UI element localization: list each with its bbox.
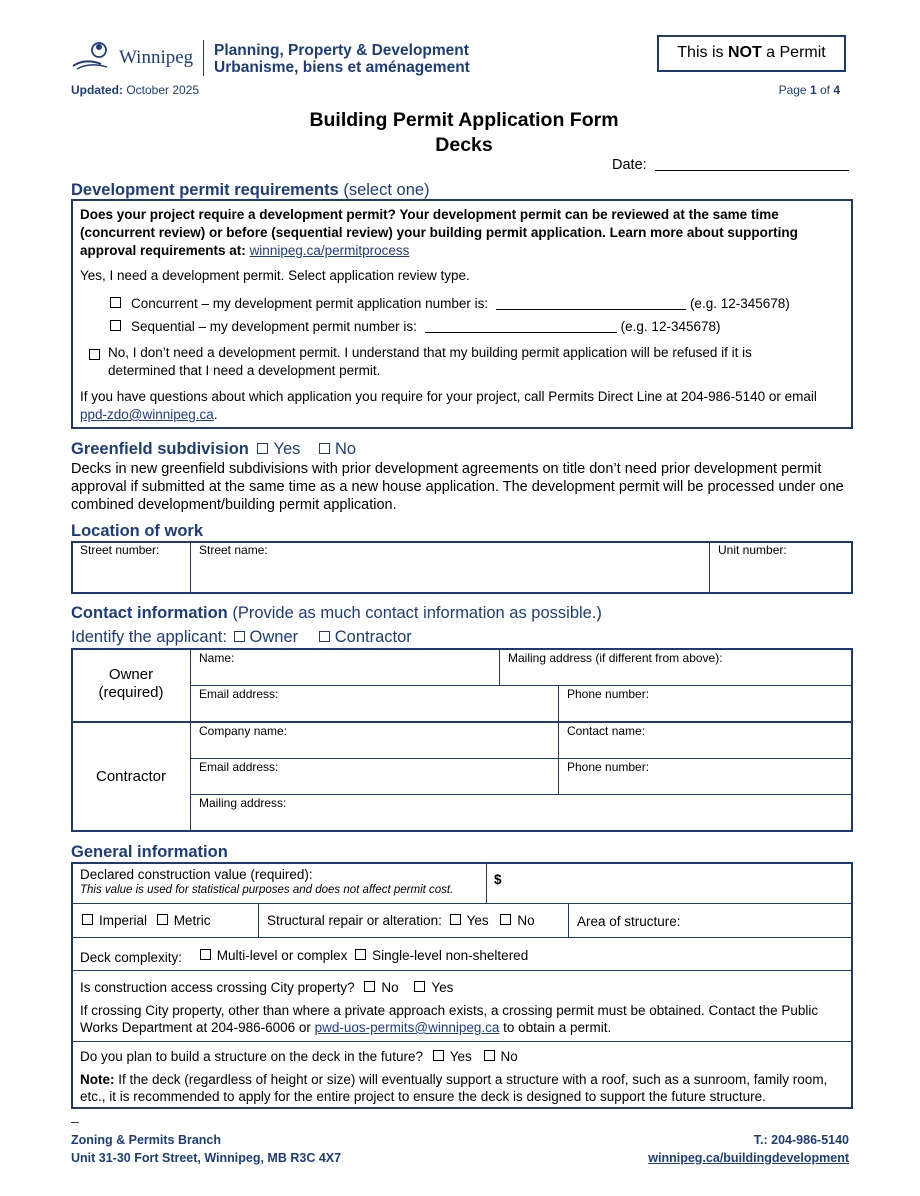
dev-permit-questions: If you have questions about which application you require for your project, call Permits Direct Line at 204-986-5140 or email ppd-zdo@winnipeg.ca. <box>80 389 817 422</box>
applicant-owner-checkbox[interactable] <box>234 631 245 642</box>
date-field[interactable]: Date: <box>612 157 849 173</box>
pwd-email-link[interactable]: pwd-uos-permits@winnipeg.ca <box>314 1020 500 1035</box>
section-dev-permit-heading: Development permit requirements (select one) <box>71 181 430 199</box>
contractor-label: Contractor <box>95 768 167 785</box>
footer-address: Unit 31-30 Fort Street, Winnipeg, MB R3C 4X7 <box>71 1151 342 1165</box>
concurrent-number-line[interactable] <box>496 309 686 310</box>
city-logo <box>71 38 201 74</box>
greenfield-yes-option[interactable]: Yes <box>257 440 300 458</box>
no-dev-permit-option[interactable]: No, I don’t need a development permit. I understand that my building permit application will be refused if it is determined that I need a development permit. <box>89 344 789 380</box>
contractor-email-field[interactable]: Email address: <box>199 760 279 774</box>
structural-no-checkbox[interactable] <box>500 914 511 925</box>
permitprocess-link[interactable]: winnipeg.ca/permitprocess <box>249 243 410 258</box>
structural-no-option[interactable]: No <box>500 913 534 928</box>
imperial-checkbox[interactable] <box>82 914 93 925</box>
applicant-contractor-option[interactable]: Contractor <box>319 628 412 646</box>
multi-level-option[interactable]: Multi-level or complex <box>200 948 348 963</box>
structural-repair: Structural repair or alteration: Yes No <box>267 913 535 928</box>
footer-branch: Zoning & Permits Branch <box>71 1133 222 1147</box>
area-field[interactable]: Area of structure: <box>577 914 681 929</box>
greenfield-no-option[interactable]: No <box>319 440 356 458</box>
units-options <box>82 913 211 928</box>
contractor-mailing-field[interactable]: Mailing address: <box>199 796 287 810</box>
dev-permit-yes: Yes, I need a development permit. Select application review type. <box>80 268 470 283</box>
contractor-phone-field[interactable]: Phone number: <box>567 760 650 774</box>
future-structure-question: Do you plan to build a structure on the deck in the future? Yes No <box>80 1049 518 1064</box>
metric-checkbox[interactable] <box>157 914 168 925</box>
owner-phone-field[interactable]: Phone number: <box>567 687 650 701</box>
declared-value-field[interactable]: $ <box>494 872 502 887</box>
section-contact-heading: Contact information (Provide as much contact information as possible.) <box>71 604 602 622</box>
footer-url-link[interactable]: winnipeg.ca/buildingdevelopment <box>648 1151 849 1165</box>
form-subtitle: Decks <box>435 134 493 156</box>
greenfield-text: Decks in new greenfield subdivisions with prior development agreements on title don’t need prior development permit approval if submitted at the same time as a new house application. The development permit will be processed under one combined development/building permit application. <box>71 461 844 513</box>
future-no-checkbox[interactable] <box>484 1050 495 1061</box>
page-indicator: Page 1 of 4 <box>778 83 840 97</box>
future-no-option[interactable]: No <box>484 1049 518 1064</box>
street-number-field[interactable]: Street number: <box>80 543 160 557</box>
access-no-option[interactable]: No <box>364 980 398 995</box>
owner-mailing-field[interactable]: Mailing address (if different from above): <box>508 651 723 665</box>
single-level-option[interactable]: Single-level non-sheltered <box>355 948 528 963</box>
concurrent-option[interactable]: Concurrent – my development permit application number is: (e.g. 12-345678) <box>110 296 790 311</box>
header-divider <box>203 40 204 76</box>
owner-label: Owner (required) <box>98 666 164 701</box>
structural-yes-checkbox[interactable] <box>450 914 461 925</box>
updated-date: Updated: October 2025 <box>71 83 200 97</box>
access-text: If crossing City property, other than where a private approach exists, a crossing permit must be obtained. Contact the Public Works Department at 204-986-6006 or pwd-uos-permits@winnipeg.ca to obtain a permit. <box>80 1003 819 1035</box>
contractor-contact-field[interactable]: Contact name: <box>567 724 646 738</box>
future-yes-option[interactable]: Yes <box>433 1049 472 1064</box>
access-yes-checkbox[interactable] <box>414 981 425 992</box>
street-name-field[interactable]: Street name: <box>199 543 268 557</box>
greenfield-yes-checkbox[interactable] <box>257 443 268 454</box>
declared-value-label: Declared construction value (required): This value is used for statistical purposes and does not affect permit cost. <box>80 867 454 896</box>
imperial-option[interactable]: Imperial <box>82 913 147 928</box>
access-question: Is construction access crossing City property? No Yes <box>80 980 454 995</box>
owner-name-field[interactable]: Name: <box>199 651 235 665</box>
sequential-number-line[interactable] <box>425 332 617 333</box>
footer-divider <box>71 1122 79 1123</box>
owner-email-field[interactable]: Email address: <box>199 687 279 701</box>
not-a-permit-badge: This is NOT a Permit <box>657 35 846 72</box>
form-title: Building Permit Application Form <box>309 109 619 131</box>
multi-level-checkbox[interactable] <box>200 949 211 960</box>
sequential-option[interactable]: Sequential – my development permit number is: (e.g. 12-345678) <box>110 319 721 334</box>
identify-applicant: Identify the applicant: Owner Contractor <box>71 628 412 646</box>
greenfield-no-checkbox[interactable] <box>319 443 330 454</box>
metric-option[interactable]: Metric <box>157 913 211 928</box>
concurrent-checkbox[interactable] <box>110 297 121 308</box>
department-fr: Urbanisme, biens et aménagement <box>214 59 470 76</box>
footer-phone: T.: 204-986-5140 <box>753 1133 849 1147</box>
future-yes-checkbox[interactable] <box>433 1050 444 1061</box>
dev-permit-intro: Does your project require a development permit? Your development permit can be reviewed at the same time (concurrent review) or before (sequential review) your building permit application. Learn more about supporting approval requirements at: winnipeg.ca/permitprocess <box>80 207 798 258</box>
department-en: Planning, Property & Development <box>214 42 469 59</box>
sequential-checkbox[interactable] <box>110 320 121 331</box>
date-line[interactable] <box>655 170 849 171</box>
section-location-heading: Location of work <box>71 522 203 540</box>
access-no-checkbox[interactable] <box>364 981 375 992</box>
single-level-checkbox[interactable] <box>355 949 366 960</box>
section-greenfield-heading: Greenfield subdivision Yes No <box>71 440 357 458</box>
applicant-owner-option[interactable]: Owner <box>234 628 299 646</box>
city-name: Winnipeg <box>119 47 194 68</box>
access-yes-option[interactable]: Yes <box>414 980 453 995</box>
ppd-zdo-email-link[interactable]: ppd-zdo@winnipeg.ca <box>80 407 214 422</box>
no-dev-permit-checkbox[interactable] <box>89 349 100 360</box>
unit-number-field[interactable]: Unit number: <box>718 543 787 557</box>
winnipeg-logo-icon <box>71 38 111 72</box>
section-general-heading: General information <box>71 843 228 861</box>
structural-yes-option[interactable]: Yes <box>450 913 489 928</box>
applicant-contractor-checkbox[interactable] <box>319 631 330 642</box>
future-note: Note: If the deck (regardless of height or size) will eventually support a structure with a roof, such as a sunroom, family room, etc., it is recommended to apply for the entire project to ensure the deck is designed to support the future structure. <box>80 1072 828 1104</box>
contractor-company-field[interactable]: Company name: <box>199 724 288 738</box>
deck-complexity: Deck complexity: Multi-level or complex Single-level non-sheltered <box>80 948 529 965</box>
